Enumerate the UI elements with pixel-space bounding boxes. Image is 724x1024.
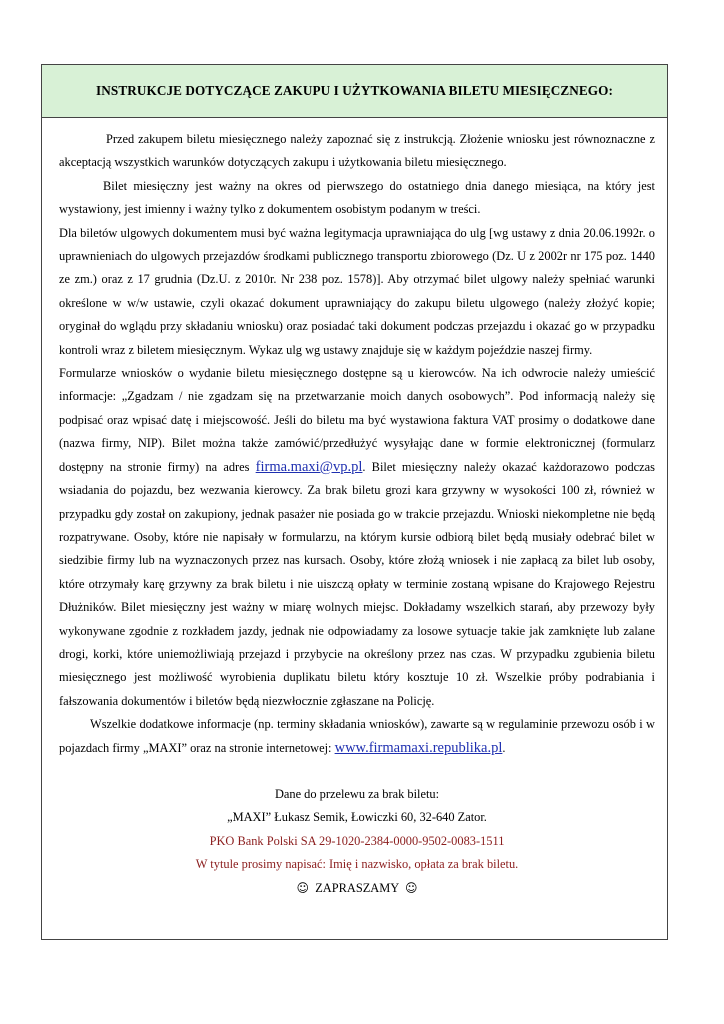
page-title: INSTRUKCJE DOTYCZĄCE ZAKUPU I UŻYTKOWANIA BILETU MIESIĘCZNEGO: (96, 83, 613, 98)
paragraph-forms (59, 362, 655, 713)
payment-bank-account: PKO Bank Polski SA 29-1020-2384-0000-9502-0083-1511 (209, 833, 505, 848)
document-body (42, 118, 667, 900)
payment-heading: Dane do przelewu za brak biletu: (274, 786, 440, 801)
info-text-end: . (502, 740, 506, 755)
paragraph-info (59, 713, 655, 760)
paragraph-intro: Przed zakupem biletu miesięcznego należy zapoznać się z instrukcją. Złożenie wniosku jest równoznaczne z akceptacją wszystkich warunków dotyczących zakupu i użytkowania biletu miesięcznego. (59, 132, 655, 170)
website-link[interactable]: www.firmamaxi.republika.pl (334, 739, 503, 756)
info-text-start: Wszelkie dodatkowe informacje (np. terminy składania wniosków), zawarte są w regulaminie przewozu osób i w pojazdach firmy „MAXI” oraz na stronie internetowej: (59, 717, 655, 755)
closing-text: ZAPRASZAMY (315, 880, 399, 895)
email-link[interactable]: firma.maxi@vp.pl (255, 458, 363, 475)
document-frame (41, 64, 668, 940)
payment-address: „MAXI” Łukasz Semik, Łowiczki 60, 32-640 Zator. (227, 810, 487, 825)
smiley-icon: ☺ (404, 880, 418, 895)
header-banner (42, 65, 667, 118)
forms-text-end: . Bilet miesięczny należy okazać każdorazowo podczas wsiadania do pojazdu, bez wezwania kierowcy. Za brak biletu grozi kara grzywny w wysokości 100 zł, również w przypadku gdy został on zakupiony, jednak pasażer nie posiada go w trakcie przejazdu. Wnioski niekompletne nie będą rozpatrywane. Osoby, które nie napisały w formularzu, na którym kursie odbiorą bilet będą musiały odebrać bilet w siedzibie firmy lub na wyznaczonych przez nas kursach. Osoby, które złożą wniosek i nie zapłacą za bilet lub osoby, które otrzymały karę grzywny za brak biletu i nie uiszczą opłaty w terminie zostaną wpisane do Krajowego Rejestru Dłużników. Bilet miesięczny jest ważny w miarę wolnych miejsc. Dokładamy wszelkich starań, aby przewozy były wykonywane zgodnie z rozkładem jazdy, jednak nie odpowiadamy za losowe sytuacje takie jak zamknięte lub zalane drogi, korki, które uniemożliwiają przejazd i przybycie na określony przez nas czas. W przypadku zgubienia biletu miesięcznego jest możliwość wyrobienia duplikatu biletu który kosztuje 10 zł. Wszelkie próby podrabiania i fałszowania dokumentów i biletów będą niezwłocznie zgłaszane na Policję. (59, 459, 655, 708)
paragraph-validity: Bilet miesięczny jest ważny na okres od pierwszego do ostatniego dnia danego miesiąca, na który jest wystawiony, jest imienny i ważny tylko z dokumentem osobistym podanym w treści. (59, 178, 655, 217)
forms-text-start: Formularze wniosków o wydanie biletu miesięcznego dostępne są u kierowców. Na ich odwrocie należy umieścić informacje: „Zgadzam / nie zgadzam się na przetwarzanie moich danych osobowych”. Pod informacją należy się podpisać oraz wpisać datę i miejscowość. Jeśli do biletu ma być wystawiona faktura VAT prosimy o dodatkowe dane (nazwa firmy, NIP). Bilet można także zamówić/przedłużyć wysyłając dane w formie elektronicznej (formularz dostępny na stronie firmy) na adres (59, 366, 655, 474)
smiley-icon: ☺ (296, 880, 310, 895)
payment-title-note: W tytule prosimy napisać: Imię i nazwisko, opłata za brak biletu. (195, 857, 519, 872)
paragraph-discounts: Dla biletów ulgowych dokumentem musi być ważna legitymacja uprawniająca do ulg [wg ustawy z dnia 20.06.1992r. o uprawnieniach do ulgowych przejazdów środkami publicznego transportu zbiorowego (Dz. U z 2002r nr 175 poz. 1440 ze zm.) oraz z 17 grudnia (Dz.U. z 2010r. Nr 238 poz. 1578)]. Aby otrzymać bilet ulgowy należy spełniać warunki określone w w/w ustawie, czyli okazać dokument uprawniający do zakupu biletu ulgowego (należy złożyć kopie; oryginał do wglądu przy składaniu wniosku) oraz posiadać taki dokument podczas przejazdu i okazać go w przypadku kontroli wraz z biletem miesięcznym. Wykaz ulg wg ustawy znajduje się w każdym pojeździe naszej firmy. (59, 225, 655, 357)
closing-line (59, 877, 655, 900)
